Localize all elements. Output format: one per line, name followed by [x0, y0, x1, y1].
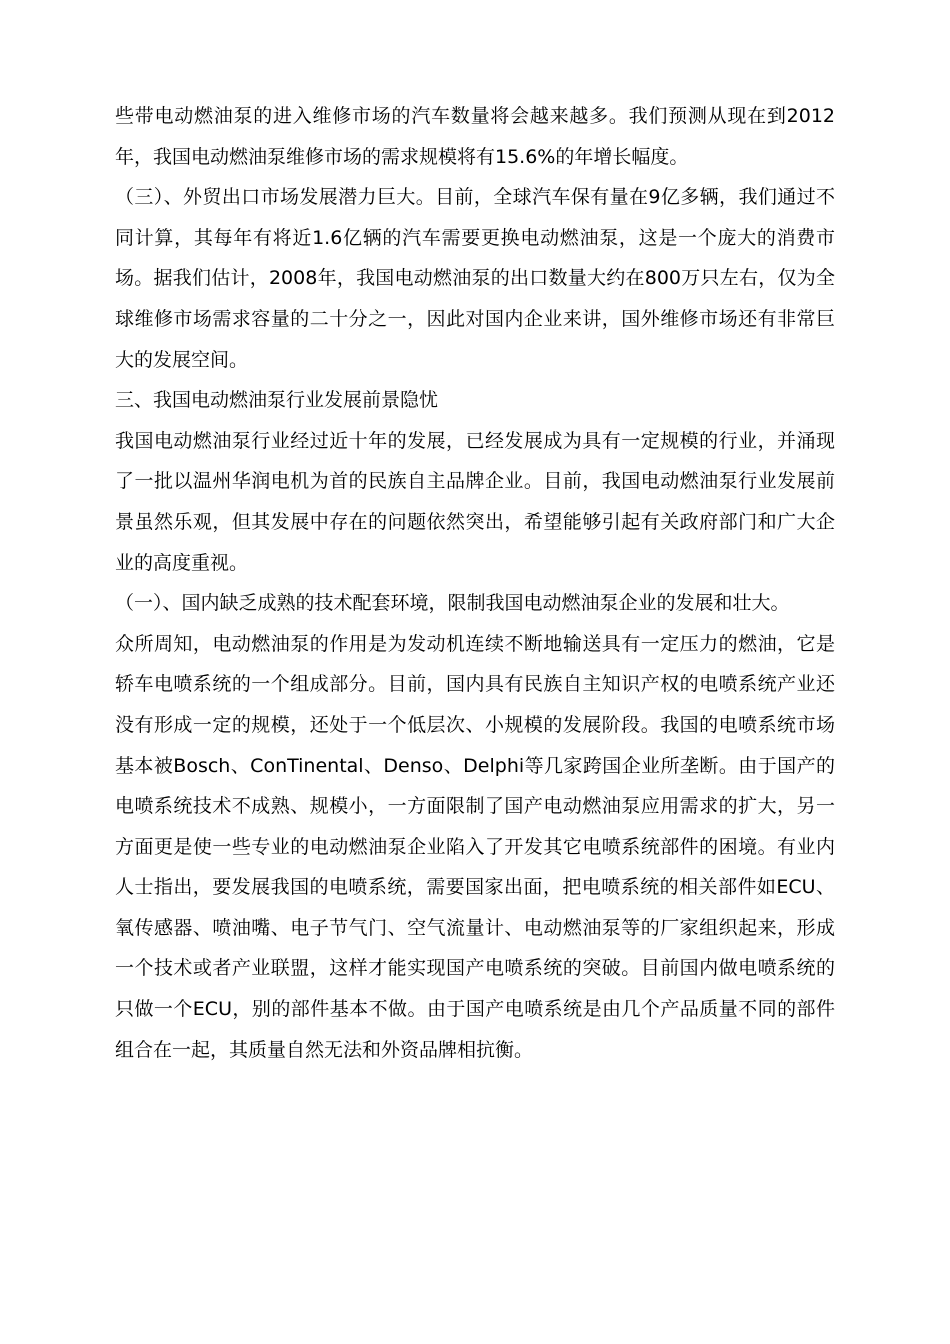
subheading-technical-environment: （一）、国内缺乏成熟的技术配套环境，限制我国电动燃油泵企业的发展和壮大。	[115, 592, 790, 615]
paragraph-efi-system: 众所周知，电动燃油泵的作用是为发动机连续不断地输送具有一定压力的燃油，它是轿车电喷系统的一个组成部分。目前，国内具有民族自主知识产权的电喷系统产业还没有形成一定的规模，还处于一个低层次、小规模的发展阶段。我国的电喷系统市场基本被Bosch、ConTinental、Denso、Delphi等几家跨国企业所垄断。由于国产的电喷系统技术不成熟、规模小，一方面限制了国产电动燃油泵应用需求的扩大，另一方面更是使一些专业的电动燃油泵企业陷入了开发其它电喷系统部件的困境。有业内人士指出，要发展我国的电喷系统，需要国家出面，把电喷系统的相关部件如ECU、氧传感器、喷油嘴、电子节气门、空气流量计、电动燃油泵等的厂家组织起来，形成一个技术或者产业联盟，这样才能实现国产电喷系统的突破。目前国内做电喷系统的只做一个ECU，别的部件基本不做。由于国产电喷系统是由几个产品质量不同的部件组合在一起，其质量自然无法和外资品牌相抗衡。	[115, 632, 835, 1061]
paragraph-export-market: （三）、外贸出口市场发展潜力巨大。目前，全球汽车保有量在9亿多辆，我们通过不同计算，其每年有将近1.6亿辆的汽车需要更换电动燃油泵，这是一个庞大的消费市场。据我们估计，2008年，我国电动燃油泵的出口数量大约在800万只左右，仅为全球维修市场需求容量的二十分之一，因此对国内企业来讲，国外维修市场还有非常巨大的发展空间。	[115, 186, 835, 371]
paragraph-industry-overview: 我国电动燃油泵行业经过近十年的发展，已经发展成为具有一定规模的行业，并涌现了一批以温州华润电机为首的民族自主品牌企业。目前，我国电动燃油泵行业发展前景虽然乐观，但其发展中存在的问题依然突出，希望能够引起有关政府部门和广大企业的高度重视。	[115, 429, 835, 574]
section-heading-concerns: 三、我国电动燃油泵行业发展前景隐忧	[115, 389, 439, 412]
document-body	[115, 96, 835, 1070]
paragraph-maintenance-market: 些带电动燃油泵的进入维修市场的汽车数量将会越来越多。我们预测从现在到2012年，我国电动燃油泵维修市场的需求规模将有15.6%的年增长幅度。	[115, 105, 835, 168]
